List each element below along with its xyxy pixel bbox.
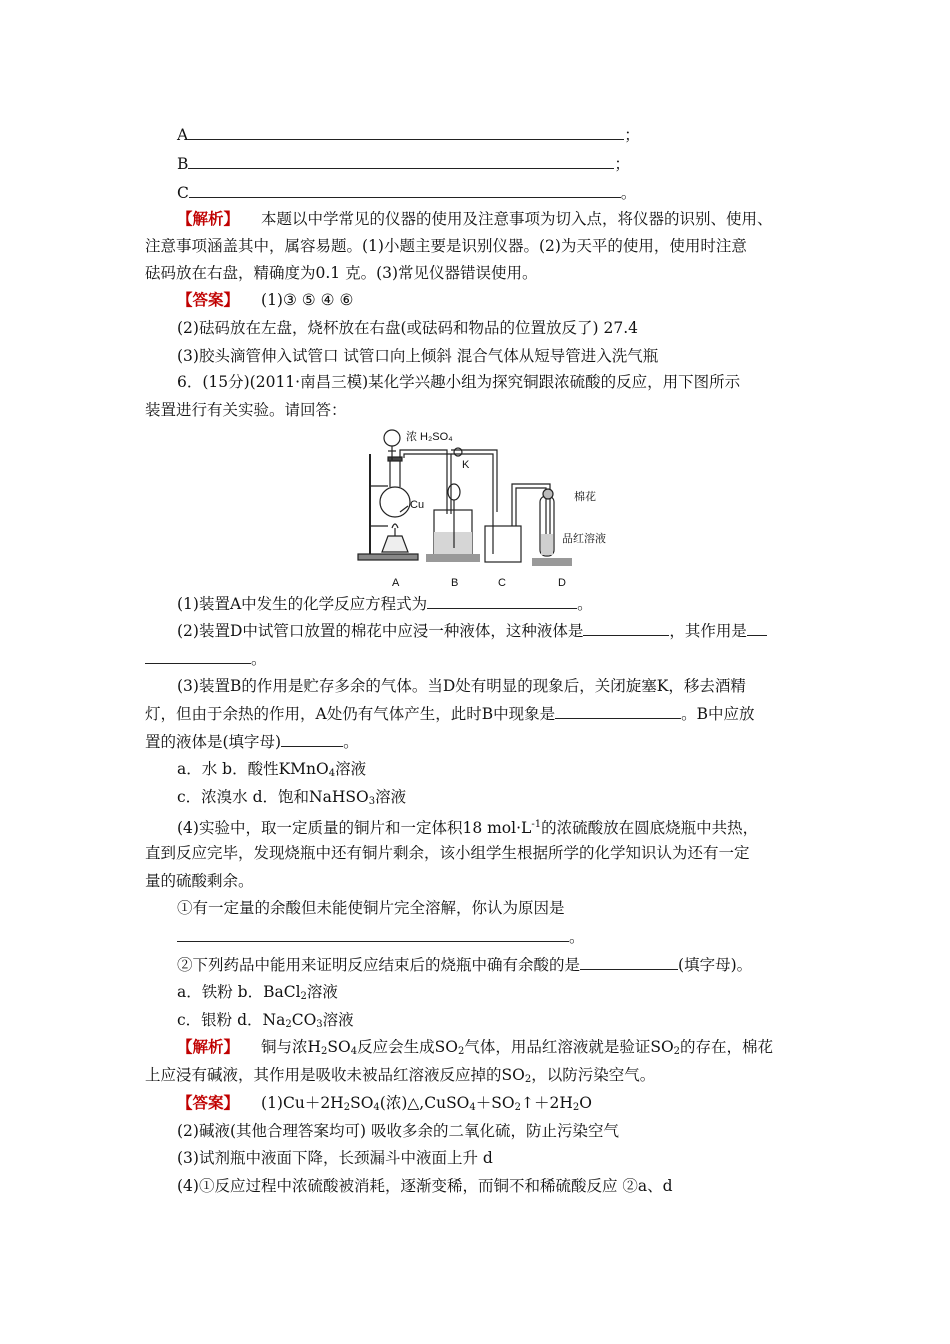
round-flask [380,487,410,517]
blank-line-c: C 。 [177,184,637,202]
valve-k [454,448,462,456]
sub-question-4-options-1: a．铁粉 b．BaCl$_2$溶液 [177,983,338,1002]
label-c: C [498,577,506,589]
analysis-2-line-2: 上应浸有碱液，其作用是吸收未被品红溶液反应掉的$SO_2$，以防污染空气。 [145,1066,656,1085]
sub-question-4-line-6: ②下列药品中能用来证明反应结束后的烧瓶中确有余酸的是 (填字母)。 [177,956,753,974]
answer-2-line-2: (2)碱液(其他合理答案均可) 吸收多余的二氧化硫，防止污染空气 [177,1122,619,1140]
label-solution: 品红溶液 [562,533,606,545]
sub-question-2-line-2: 。 [145,648,267,669]
label-d: D [558,577,566,589]
label-cotton: 棉花 [574,491,596,503]
analysis-1-line-1: 【解析】 本题以中学常见的仪器的使用及注意事项为切入点，将仪器的识别、使用、 [177,209,773,228]
sub-question-3-line-1: (3)装置B的作用是贮存多余的气体。当D处有明显的现象后，关闭旋塞K，移去酒精 [177,677,746,695]
sub-question-2-line-1: (2)装置D中试管口放置的棉花中应浸一种液体，这种液体是 ，其作用是 [177,620,767,641]
sub-question-3-options-1: a．水 b．酸性KMnO$_4$溶液 [177,760,367,779]
answer-tag: 【答案】 [177,290,240,309]
answer-2-line-3: (3)试剂瓶中液面下降，长颈漏斗中液面上升 d [177,1149,493,1167]
label-cu: Cu [410,499,425,511]
label-b: B [451,577,459,589]
stand-base [358,554,418,560]
analysis-tag: 【解析】 [177,1037,240,1056]
sub-question-1: (1)装置A中发生的化学反应方程式为 。 [177,595,593,613]
cotton [543,489,553,499]
blank-line-b: B ； [177,155,630,173]
answer-2-line-1: 【答案】 $(1)Cu+2H_2SO_4$(浓)$\triangle,CuSO_4+SO_2↑+2H_2O$ [177,1093,592,1113]
alcohol-lamp [382,536,408,552]
sub-question-3-line-3: 置的液体是(填字母) 。 [145,733,359,751]
sub-question-4-line-5: 。 [177,926,585,947]
answer-1-line-3: (3)胶头滴管伸入试管口 试管口向上倾斜 混合气体从短导管进入洗气瓶 [177,347,659,365]
sub-question-4-line-3: 量的硫酸剩余。 [145,872,254,890]
question-6-line-2: 装置进行有关实验。请回答： [145,401,347,419]
label-acid: 浓 H₂SO₄ [406,431,453,443]
analysis-tag: 【解析】 [177,209,240,228]
apparatus-diagram [352,424,642,592]
sub-question-4-line-2: 直到反应完毕，发现烧瓶中还有铜片剩余，该小组学生根据所学的化学知识认为还有一定 [145,844,750,862]
answer-1-line-2: (2)砝码放在左盘，烧杯放在右盘(或砝码和物品的位置放反了) 27.4 [177,319,638,337]
answer-tag: 【答案】 [177,1093,240,1112]
bottle-c [485,526,521,562]
sub-question-3-line-2: 灯，但由于余热的作用，A处仍有气体产生，此时B中现象是 。B中应放 [145,705,755,723]
answer-2-line-4: (4)①反应过程中浓硫酸被消耗，逐渐变稀，而铜不和稀硫酸反应 ②a、d [177,1177,673,1195]
analysis-1-line-3: 砝码放在右盘，精确度为0.1 克。(3)常见仪器错误使用。 [145,264,538,282]
answer-1-line-1: 【答案】 (1)③ ⑤ ④ ⑥ [177,290,354,309]
sub-question-4-line-1: (4)实验中，取一定质量的铜片和一定体积18 $mol\cdot L^{-1}$的浓硫酸放在圆底烧瓶中共热， [177,819,759,837]
question-6-line-1: 6．(15分)(2011·南昌三模)某化学兴趣小组为探究铜跟浓硫酸的反应，用下图所示 [177,373,741,391]
sub-question-3-options-2: c．浓溴水 d．饱和NaHSO$_3$溶液 [177,788,407,807]
label-a: A [392,577,400,589]
analysis-2-line-1: 【解析】 铜与浓$H_2SO_4$反应会生成$SO_2$气体，用品红溶液就是验证$SO_2$的存在，棉花 [177,1037,774,1057]
separatory-funnel [384,430,400,446]
sub-question-4-line-4: ①有一定量的余酸但未能使铜片完全溶解，你认为原因是 [177,899,565,917]
analysis-1-line-2: 注意事项涵盖其中，属容易题。(1)小题主要是识别仪器。(2)为天平的使用，使用时注意 [145,237,747,255]
label-k: K [462,459,470,471]
blank-line-a: A ； [177,126,640,144]
sub-question-4-options-2: c．银粉 d．$Na_2CO_3$溶液 [177,1011,354,1030]
